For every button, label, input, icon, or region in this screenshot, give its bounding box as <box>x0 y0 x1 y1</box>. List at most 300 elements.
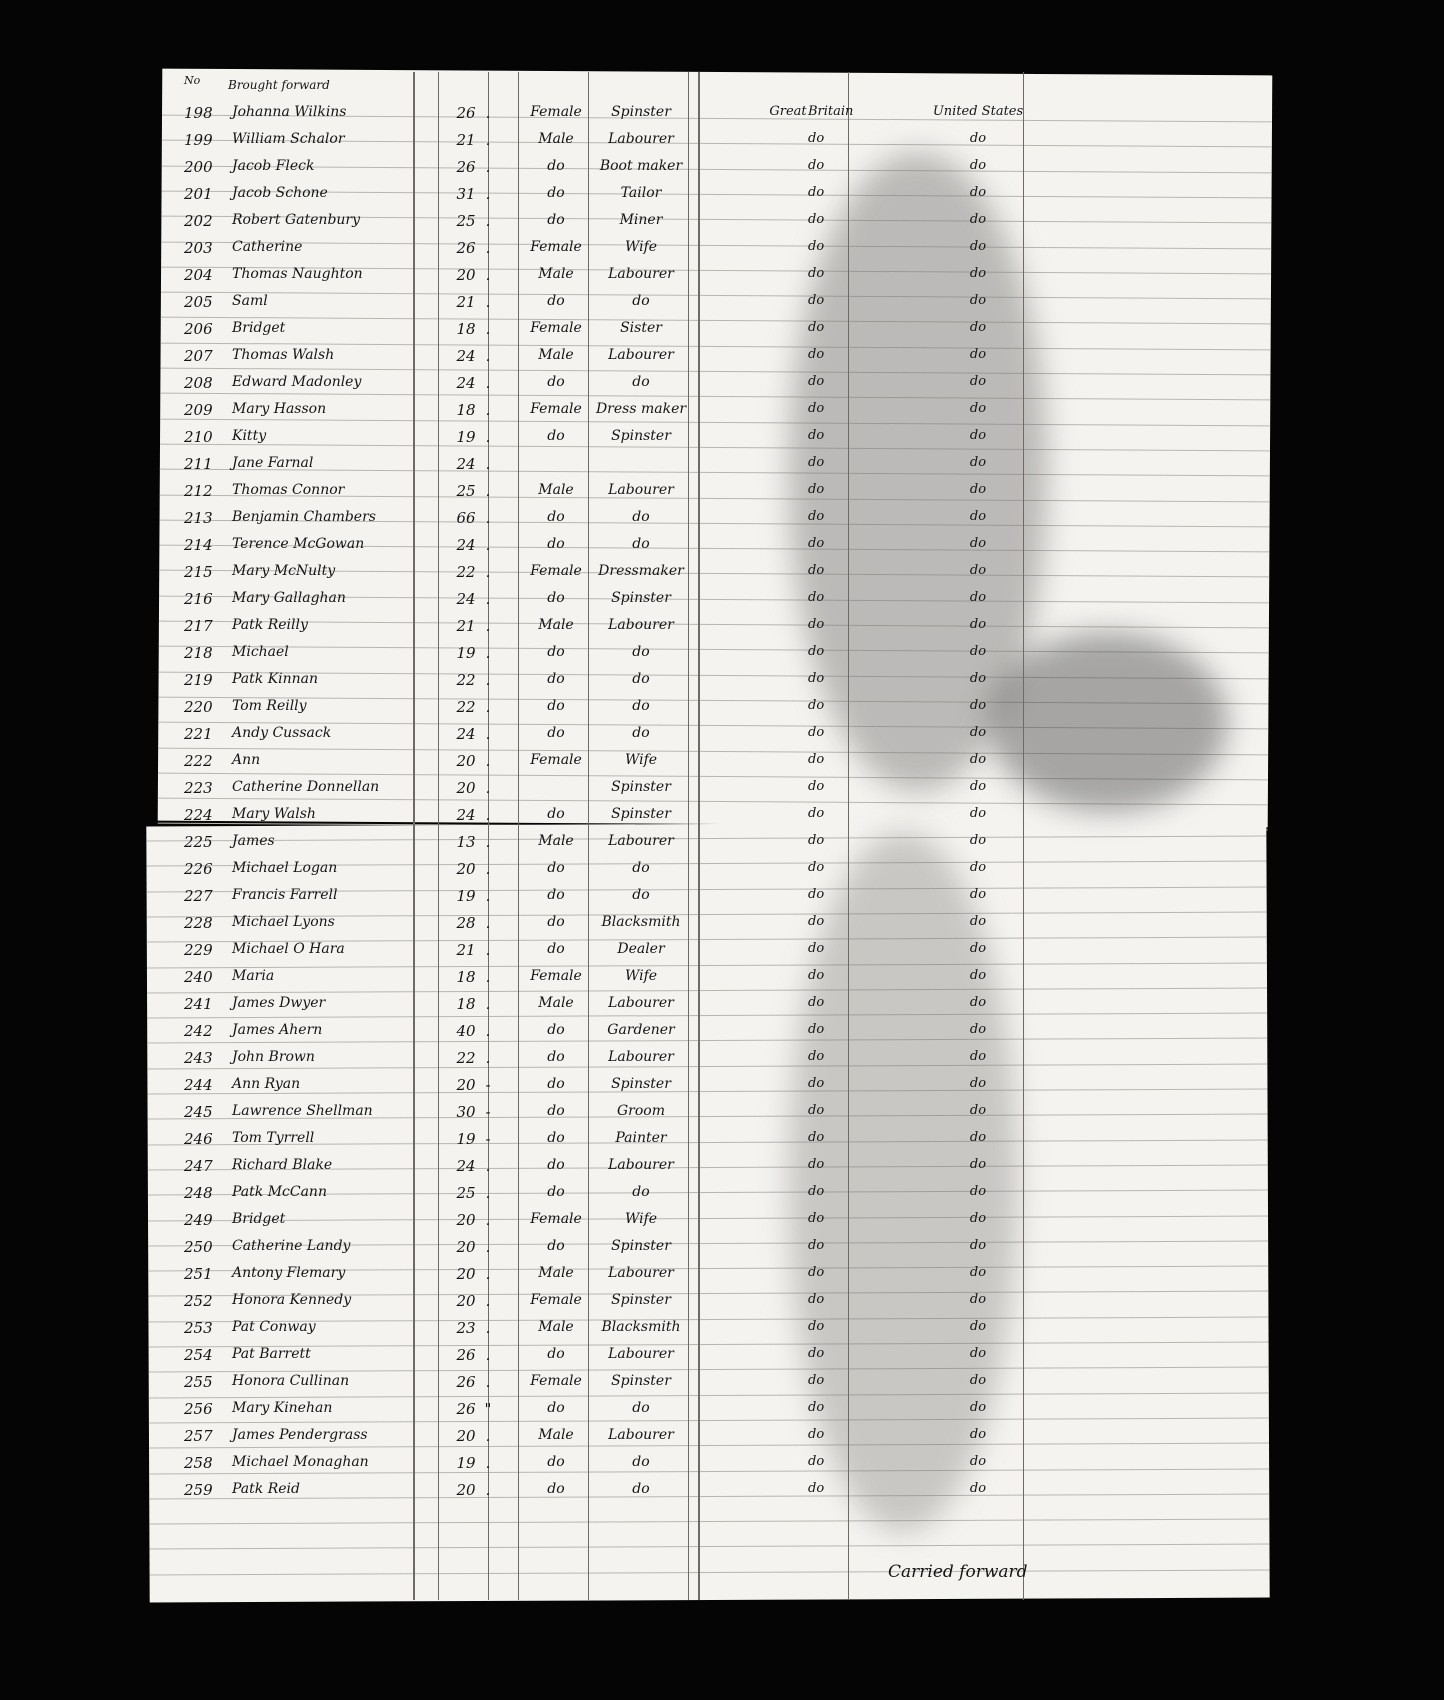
destination-country: do <box>969 563 987 578</box>
passenger-age: 25 <box>456 1184 476 1202</box>
ditto-mark: . <box>485 563 491 581</box>
passenger-sex: do <box>547 1103 565 1119</box>
ditto-mark: . <box>485 1319 491 1337</box>
row-number: 221 <box>184 725 213 743</box>
passenger-occupation: Spinster <box>611 1373 671 1389</box>
passenger-name: Robert Gatenbury <box>232 212 361 228</box>
ditto-mark: . <box>485 1049 491 1067</box>
passenger-age: 20 <box>456 1427 476 1445</box>
passenger-age: 24 <box>456 455 476 473</box>
birth-country: do <box>808 995 825 1010</box>
ditto-mark: - <box>485 1103 491 1121</box>
destination-country: do <box>969 1265 987 1280</box>
table-row <box>148 939 1270 966</box>
passenger-occupation: Painter <box>615 1130 667 1146</box>
birth-country: do <box>808 779 825 794</box>
row-number: 245 <box>184 1103 213 1121</box>
table-row <box>148 750 1270 777</box>
passenger-occupation: Labourer <box>608 482 674 498</box>
passenger-occupation: do <box>632 725 650 741</box>
passenger-sex: do <box>547 1049 565 1065</box>
ditto-mark: . <box>485 1346 491 1364</box>
destination-country: do <box>969 374 987 389</box>
passenger-sex: do <box>547 509 565 525</box>
ditto-mark: . <box>485 1292 491 1310</box>
passenger-sex: do <box>547 941 565 957</box>
table-row <box>148 1290 1270 1317</box>
passenger-age: 20 <box>456 1211 476 1229</box>
passenger-age: 26 <box>456 1373 476 1391</box>
passenger-age: 20 <box>456 1481 476 1499</box>
passenger-occupation: Spinster <box>611 104 671 120</box>
birth-country: do <box>808 644 825 659</box>
passenger-sex: Female <box>530 239 582 255</box>
passenger-age: 26 <box>456 1400 476 1418</box>
row-number: 212 <box>184 482 213 500</box>
row-number: 218 <box>184 644 213 662</box>
passenger-name: Michael Lyons <box>232 914 335 930</box>
table-row <box>148 1128 1270 1155</box>
ditto-mark: . <box>485 1238 491 1256</box>
ditto-mark: . <box>485 455 491 473</box>
table-row <box>148 993 1270 1020</box>
table-row <box>148 1425 1270 1452</box>
ditto-mark: . <box>485 131 491 149</box>
passenger-age: 28 <box>456 914 476 932</box>
destination-country: do <box>969 1022 987 1037</box>
destination-country: do <box>969 536 987 551</box>
passenger-occupation: do <box>632 374 650 390</box>
passenger-sex: do <box>547 185 565 201</box>
passenger-age: 40 <box>456 1022 476 1040</box>
destination-country: do <box>969 644 987 659</box>
destination-country: do <box>969 1400 987 1415</box>
ditto-mark: . <box>485 239 491 257</box>
table-row <box>148 534 1270 561</box>
destination-country: do <box>969 185 987 200</box>
passenger-name: Michael Monaghan <box>232 1454 369 1470</box>
passenger-age: 20 <box>456 1292 476 1310</box>
row-number: 220 <box>184 698 213 716</box>
passenger-name: Thomas Connor <box>232 482 345 498</box>
row-number: 254 <box>184 1346 213 1364</box>
destination-country: do <box>969 968 987 983</box>
passenger-occupation: Wife <box>624 1211 658 1227</box>
ditto-mark: . <box>485 509 491 527</box>
passenger-occupation: Labourer <box>608 833 674 849</box>
ditto-mark: . <box>485 1454 491 1472</box>
table-row <box>148 858 1270 885</box>
passenger-occupation: Labourer <box>608 1265 674 1281</box>
passenger-occupation: Wife <box>624 968 658 984</box>
row-number: 224 <box>184 806 213 824</box>
birth-country: do <box>808 1103 825 1118</box>
passenger-name: Terence McGowan <box>232 536 365 552</box>
birth-country: do <box>808 428 825 443</box>
row-number: 229 <box>184 941 213 959</box>
passenger-sex: do <box>547 698 565 714</box>
passenger-age: 20 <box>456 1265 476 1283</box>
passenger-occupation: Dress maker <box>595 401 687 417</box>
table-row <box>148 588 1270 615</box>
passenger-name: William Schalor <box>232 131 345 147</box>
row-number: 228 <box>184 914 213 932</box>
passenger-name: Thomas Naughton <box>232 266 363 282</box>
passenger-name: Honora Kennedy <box>232 1292 352 1308</box>
row-number: 213 <box>184 509 213 527</box>
ditto-mark: - <box>485 1076 491 1094</box>
passenger-sex: Male <box>538 347 574 363</box>
passenger-age: 24 <box>456 590 476 608</box>
birth-country: do <box>808 1211 825 1226</box>
passenger-occupation: do <box>632 1184 650 1200</box>
row-number: 259 <box>184 1481 213 1499</box>
destination-country: do <box>969 779 987 794</box>
passenger-sex: do <box>547 1076 565 1092</box>
passenger-age: 21 <box>456 293 476 311</box>
passenger-sex: Male <box>538 1319 574 1335</box>
passenger-occupation: do <box>632 644 650 660</box>
ditto-mark: . <box>485 1373 491 1391</box>
passenger-sex: do <box>547 914 565 930</box>
table-row <box>148 723 1270 750</box>
table-row <box>148 399 1270 426</box>
passenger-sex: Female <box>530 401 582 417</box>
birth-country: do <box>808 1130 825 1145</box>
passenger-occupation: Miner <box>619 212 663 228</box>
table-row <box>148 1074 1270 1101</box>
table-row <box>148 237 1270 264</box>
passenger-sex: do <box>547 644 565 660</box>
passenger-name: Pat Barrett <box>232 1346 311 1362</box>
passenger-sex: do <box>547 671 565 687</box>
table-row <box>148 1371 1270 1398</box>
passenger-name: Thomas Walsh <box>232 347 335 363</box>
ditto-mark: . <box>485 941 491 959</box>
row-number: 247 <box>184 1157 213 1175</box>
ditto-mark: . <box>485 887 491 905</box>
destination-country: do <box>969 1346 987 1361</box>
row-number: 250 <box>184 1238 213 1256</box>
ditto-mark: . <box>485 1022 491 1040</box>
passenger-occupation: do <box>632 671 650 687</box>
birth-country: do <box>808 320 825 335</box>
row-number: 199 <box>184 131 213 149</box>
table-row <box>148 912 1270 939</box>
passenger-name: Johanna Wilkins <box>232 104 347 120</box>
table-row <box>148 1479 1270 1506</box>
passenger-name: Mary Kinehan <box>232 1400 333 1416</box>
destination-country: do <box>969 1427 987 1442</box>
row-number: 241 <box>184 995 213 1013</box>
table-row <box>148 642 1270 669</box>
birth-country: do <box>808 968 825 983</box>
passenger-occupation: Spinster <box>611 428 671 444</box>
passenger-occupation: Labourer <box>608 347 674 363</box>
passenger-age: 22 <box>456 698 476 716</box>
destination-country: do <box>969 239 987 254</box>
passenger-name: Patk Kinnan <box>232 671 319 687</box>
passenger-sex: Male <box>538 482 574 498</box>
row-number: 214 <box>184 536 213 554</box>
row-number: 225 <box>184 833 213 851</box>
row-number: 201 <box>184 185 213 203</box>
row-number: 240 <box>184 968 213 986</box>
ditto-mark: . <box>485 644 491 662</box>
row-number: 211 <box>184 455 213 473</box>
passenger-age: 24 <box>456 725 476 743</box>
passenger-sex: do <box>547 536 565 552</box>
destination-country: do <box>969 1238 987 1253</box>
ditto-mark: . <box>485 617 491 635</box>
passenger-sex: Male <box>538 617 574 633</box>
ditto-mark: . <box>485 266 491 284</box>
ditto-mark: . <box>485 590 491 608</box>
row-number: 207 <box>184 347 213 365</box>
row-number: 219 <box>184 671 213 689</box>
table-row <box>148 1101 1270 1128</box>
ditto-mark: . <box>485 806 491 824</box>
birth-country: do <box>808 1157 825 1172</box>
passenger-age: 26 <box>456 239 476 257</box>
passenger-sex: Male <box>538 1427 574 1443</box>
passenger-occupation: do <box>632 887 650 903</box>
birth-country: do <box>808 1427 825 1442</box>
destination-country: do <box>969 860 987 875</box>
destination-country: do <box>969 401 987 416</box>
passenger-occupation: Labourer <box>608 1427 674 1443</box>
passenger-sex: Female <box>530 563 582 579</box>
row-number: 206 <box>184 320 213 338</box>
passenger-age: 25 <box>456 212 476 230</box>
ditto-mark: . <box>485 104 491 122</box>
passenger-sex: do <box>547 1184 565 1200</box>
passenger-name: Michael Logan <box>232 860 338 876</box>
birth-country: do <box>808 1319 825 1334</box>
passenger-name: Benjamin Chambers <box>232 509 376 525</box>
birth-country: do <box>808 806 825 821</box>
passenger-sex: Female <box>530 320 582 336</box>
passenger-age: 66 <box>456 509 476 527</box>
destination-country: do <box>969 455 987 470</box>
row-number: 248 <box>184 1184 213 1202</box>
destination-country: do <box>969 1157 987 1172</box>
row-number: 244 <box>184 1076 213 1094</box>
passenger-occupation: Blacksmith <box>601 914 681 930</box>
passenger-occupation: Spinster <box>611 779 671 795</box>
table-row <box>148 561 1270 588</box>
destination-country: do <box>969 941 987 956</box>
ditto-mark: . <box>485 1427 491 1445</box>
passenger-name: Saml <box>232 293 268 309</box>
destination-country: United States <box>932 104 1024 119</box>
passenger-occupation: Labourer <box>608 1346 674 1362</box>
destination-country: do <box>969 752 987 767</box>
table-row <box>148 372 1270 399</box>
ditto-mark: " <box>484 1400 492 1418</box>
passenger-age: 20 <box>456 860 476 878</box>
destination-country: do <box>969 617 987 632</box>
passenger-sex: Female <box>530 1292 582 1308</box>
row-number: 203 <box>184 239 213 257</box>
passenger-name: Bridget <box>232 320 286 336</box>
row-number: 226 <box>184 860 213 878</box>
ditto-mark: . <box>485 1481 491 1499</box>
ditto-mark: . <box>485 401 491 419</box>
passenger-name: John Brown <box>232 1049 315 1065</box>
passenger-age: 13 <box>456 833 476 851</box>
table-row <box>148 777 1270 804</box>
birth-country: do <box>808 1184 825 1199</box>
destination-country: do <box>969 995 987 1010</box>
destination-country: do <box>969 428 987 443</box>
row-number: 249 <box>184 1211 213 1229</box>
birth-country: do <box>808 725 825 740</box>
ditto-mark: . <box>485 1265 491 1283</box>
row-number: 217 <box>184 617 213 635</box>
birth-country: do <box>808 536 825 551</box>
table-row <box>148 291 1270 318</box>
passenger-age: 21 <box>456 941 476 959</box>
ditto-mark: . <box>485 698 491 716</box>
ditto-mark: . <box>485 725 491 743</box>
row-number: 216 <box>184 590 213 608</box>
table-row <box>148 1182 1270 1209</box>
ditto-mark: . <box>485 1211 491 1229</box>
passenger-occupation: Labourer <box>608 617 674 633</box>
passenger-occupation: Sister <box>620 320 662 336</box>
passenger-name: Pat Conway <box>232 1319 316 1335</box>
passenger-sex: do <box>547 1130 565 1146</box>
passenger-age: 24 <box>456 536 476 554</box>
ruled-line <box>150 1569 1270 1575</box>
passenger-age: 24 <box>456 374 476 392</box>
table-row <box>148 318 1270 345</box>
table-row <box>148 1317 1270 1344</box>
destination-country: do <box>969 806 987 821</box>
passenger-occupation: Labourer <box>608 266 674 282</box>
birth-country: do <box>808 293 825 308</box>
passenger-name: Jacob Fleck <box>232 158 315 174</box>
passenger-age: 22 <box>456 1049 476 1067</box>
table-row <box>148 156 1270 183</box>
passenger-age: 26 <box>456 158 476 176</box>
row-number: 256 <box>184 1400 213 1418</box>
ditto-mark: . <box>485 968 491 986</box>
passenger-age: 20 <box>456 1076 476 1094</box>
birth-country: do <box>808 860 825 875</box>
passenger-name: Mary McNulty <box>232 563 336 579</box>
destination-country: do <box>969 725 987 740</box>
ditto-mark: . <box>485 833 491 851</box>
ditto-mark: . <box>485 374 491 392</box>
destination-country: do <box>969 1292 987 1307</box>
birth-country: do <box>808 239 825 254</box>
passenger-name: Honora Cullinan <box>232 1373 350 1389</box>
passenger-sex: Male <box>538 266 574 282</box>
row-number: 258 <box>184 1454 213 1472</box>
table-row <box>148 102 1270 129</box>
passenger-name: Kitty <box>232 428 267 444</box>
destination-country: do <box>969 590 987 605</box>
passenger-name: Michael <box>232 644 289 660</box>
row-number: 200 <box>184 158 213 176</box>
passenger-age: 24 <box>456 347 476 365</box>
table-row <box>148 345 1270 372</box>
passenger-name: Jane Farnal <box>232 455 314 471</box>
passenger-sex: Male <box>538 131 574 147</box>
destination-country: do <box>969 1481 987 1496</box>
passenger-name: Patk Reilly <box>232 617 308 633</box>
birth-country: do <box>808 887 825 902</box>
passenger-sex: Female <box>530 1211 582 1227</box>
birth-country: do <box>808 347 825 362</box>
table-row <box>148 696 1270 723</box>
table-row <box>148 1452 1270 1479</box>
passenger-sex: do <box>547 374 565 390</box>
table-row <box>148 210 1270 237</box>
table-row <box>148 480 1270 507</box>
row-number: 252 <box>184 1292 213 1310</box>
passenger-age: 19 <box>456 1130 476 1148</box>
row-number: 222 <box>184 752 213 770</box>
table-row <box>148 1209 1270 1236</box>
ditto-mark: - <box>485 1130 491 1148</box>
passenger-sex: do <box>547 428 565 444</box>
ditto-mark: . <box>485 212 491 230</box>
ditto-mark: . <box>485 185 491 203</box>
birth-country: do <box>808 752 825 767</box>
passenger-age: 26 <box>456 1346 476 1364</box>
passenger-occupation: do <box>632 860 650 876</box>
passenger-age: 19 <box>456 428 476 446</box>
passenger-occupation: Groom <box>616 1103 665 1119</box>
ditto-mark: . <box>485 1184 491 1202</box>
table-row <box>148 1020 1270 1047</box>
passenger-sex: do <box>547 1157 565 1173</box>
passenger-occupation: do <box>632 509 650 525</box>
passenger-name: James Pendergrass <box>232 1427 368 1443</box>
birth-country: do <box>808 1400 825 1415</box>
row-number: 246 <box>184 1130 213 1148</box>
table-row <box>148 183 1270 210</box>
ditto-mark: . <box>485 914 491 932</box>
row-number: 227 <box>184 887 213 905</box>
ditto-mark: . <box>485 158 491 176</box>
passenger-sex: do <box>547 1400 565 1416</box>
passenger-occupation: do <box>632 1481 650 1497</box>
passenger-age: 21 <box>456 131 476 149</box>
origin-country: Great <box>769 104 807 119</box>
birth-country: do <box>808 1292 825 1307</box>
ruled-line <box>149 1519 1269 1525</box>
destination-country: do <box>969 509 987 524</box>
destination-country: do <box>969 347 987 362</box>
passenger-occupation: Spinster <box>611 806 671 822</box>
passenger-name: Tom Tyrrell <box>232 1130 315 1146</box>
birth-country: do <box>808 374 825 389</box>
table-row <box>148 1344 1270 1371</box>
row-number: 255 <box>184 1373 213 1391</box>
passenger-sex: Female <box>530 968 582 984</box>
destination-country: do <box>969 833 987 848</box>
destination-country: do <box>969 914 987 929</box>
ditto-mark: . <box>485 671 491 689</box>
passenger-sex: Female <box>530 1373 582 1389</box>
passenger-occupation: Boot maker <box>599 158 683 174</box>
passenger-name: Michael O Hara <box>232 941 345 957</box>
birth-country: do <box>808 1238 825 1253</box>
